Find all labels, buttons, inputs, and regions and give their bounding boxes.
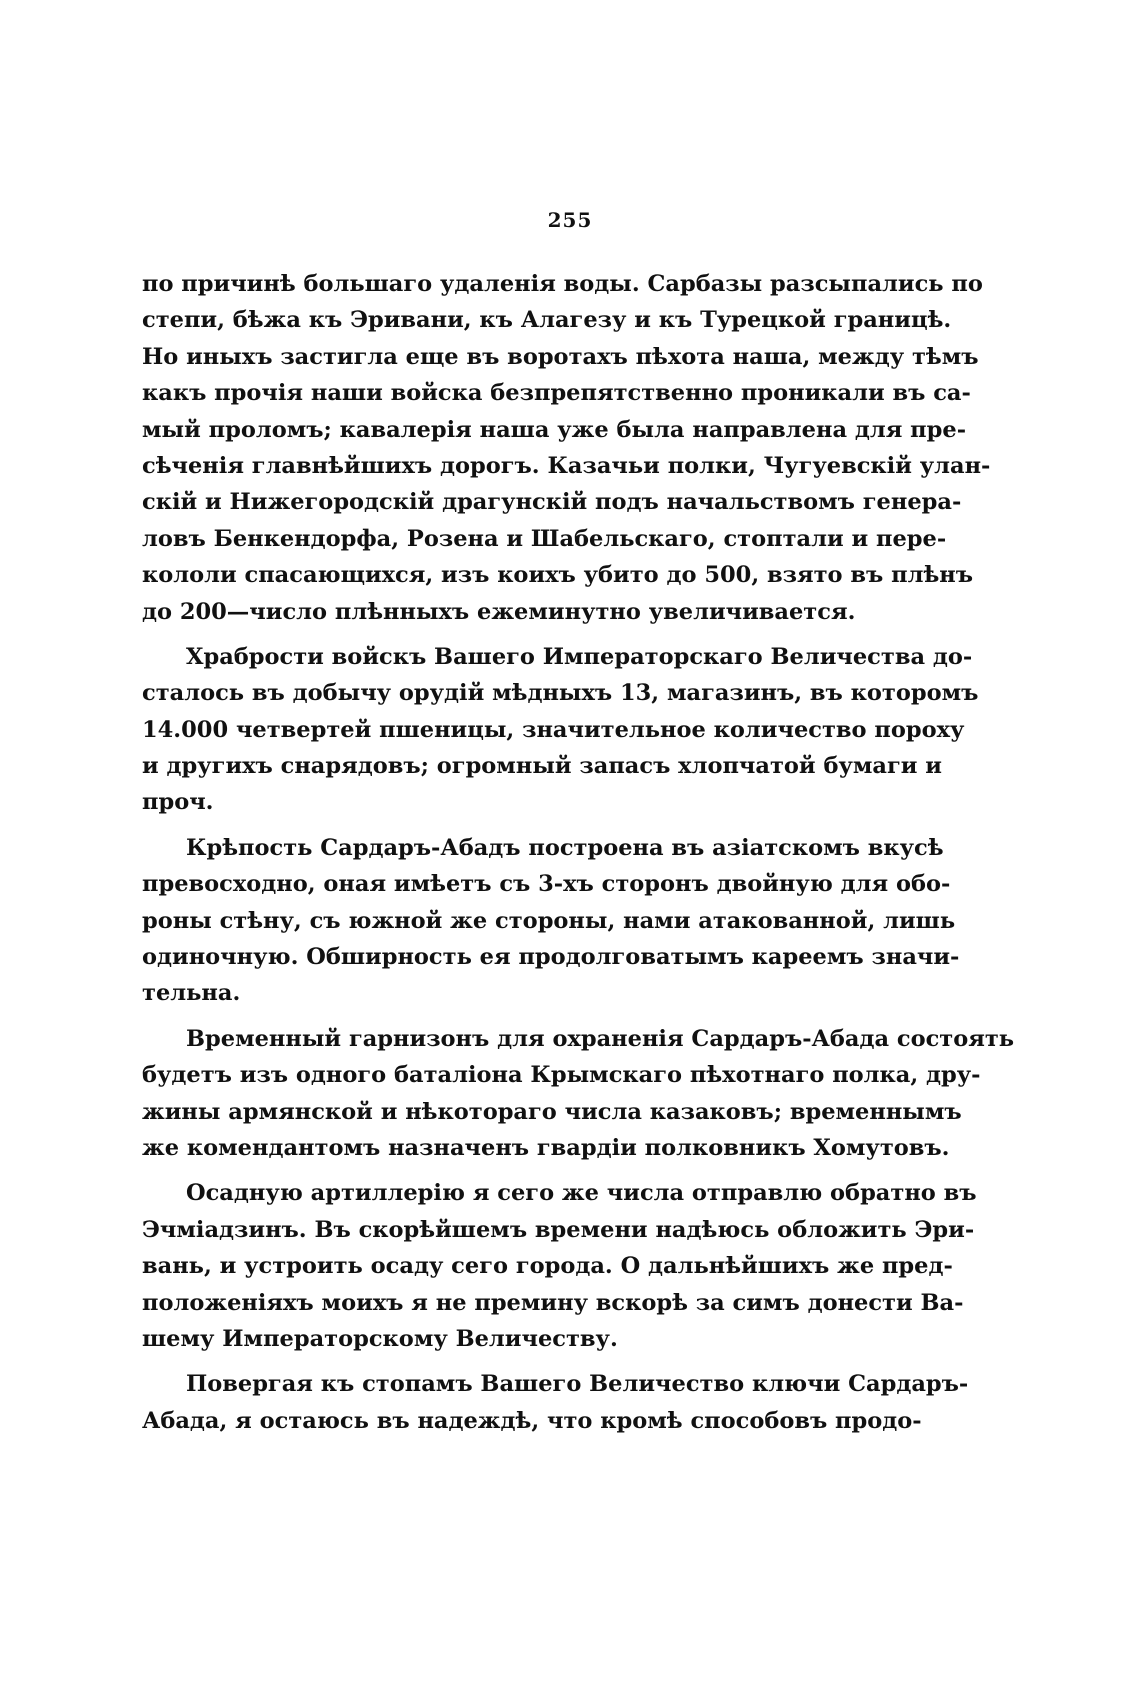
text-line: одиночную. Обширность ея продолговатымъ кареемъ значи-	[142, 944, 960, 971]
paragraph-4	[142, 1021, 1015, 1167]
text-line: Осадную артиллерію я сего же числа отправлю обратно въ	[186, 1180, 977, 1207]
page-number: 255	[547, 208, 593, 232]
text-line: Абада, я остаюсь въ надеждѣ, что кромѣ способовъ продо-	[142, 1407, 922, 1434]
text-line: мый проломъ; кавалерія наша уже была направлена для пре-	[142, 416, 967, 443]
text-line: сталось въ добычу орудій мѣдныхъ 13, магазинъ, въ которомъ	[142, 680, 979, 707]
text-line: 14.000 четвертей пшеницы, значительное количество пороху	[142, 716, 965, 743]
text-line: будетъ изъ одного баталіона Крымскаго пѣхотнаго полка, дру-	[142, 1062, 981, 1089]
text-line: сѣченія главнѣйшихъ дорогъ. Казачьи полки, Чугуевскій улан-	[142, 452, 991, 479]
text-line: Повергая къ стопамъ Вашего Величество ключи Сардаръ-	[186, 1371, 969, 1398]
text-line: Эчміадзинъ. Въ скорѣйшемъ времени надѣюсь обложить Эри-	[142, 1216, 975, 1243]
text-line: проч.	[142, 789, 214, 816]
text-line: же комендантомъ назначенъ гвардіи полковникъ Хомутовъ.	[142, 1134, 950, 1161]
text-line: степи, бѣжа къ Эривани, къ Алагезу и къ Турецкой границѣ.	[142, 307, 952, 334]
text-line: превосходно, оная имѣетъ съ 3-хъ сторонъ двойную для обо-	[142, 871, 951, 898]
text-line: и другихъ снарядовъ; огромный запасъ хлопчатой бумаги и	[142, 753, 942, 780]
text-line: Но иныхъ застигла еще въ воротахъ пѣхота наша, между тѣмъ	[142, 343, 979, 370]
text-line: скій и Нижегородскій драгунскій подъ начальствомъ генера-	[142, 489, 962, 516]
text-line: положеніяхъ моихъ я не премину вскорѣ за симъ донести Ва-	[142, 1289, 964, 1316]
text-line: кололи спасающихся, изъ коихъ убито до 500, взято въ плѣнъ	[142, 562, 973, 589]
text-line: Храбрости войскъ Вашего Императорскаго Величества до-	[186, 643, 973, 670]
text-line: до 200—число плѣнныхъ ежеминутно увеличивается.	[142, 598, 856, 625]
text-line: ловъ Бенкендорфа, Розена и Шабельскаго, стоптали и пере-	[142, 525, 947, 552]
paragraph-2	[142, 639, 979, 821]
paragraph-6	[142, 1366, 969, 1439]
text-line: роны стѣну, съ южной же стороны, нами атакованной, лишь	[142, 907, 956, 934]
paragraph-1	[142, 266, 991, 630]
paragraph-3	[142, 830, 960, 1012]
text-line: жины армянской и нѣкотораго числа казаковъ; временнымъ	[142, 1098, 962, 1125]
text-line: какъ прочія наши войска безпрепятственно проникали въ са-	[142, 380, 971, 407]
text-line: шему Императорскому Величеству.	[142, 1325, 618, 1352]
text-line: тельна.	[142, 980, 241, 1007]
paragraph-5	[142, 1175, 977, 1357]
text-line: Крѣпость Сардаръ-Абадъ построена въ азіатскомъ вкусѣ	[186, 834, 944, 861]
text-line: по причинѣ большаго удаленія воды. Сарбазы разсыпались по	[142, 271, 983, 297]
body-text	[142, 266, 1015, 1448]
text-line: вань, и устроить осаду сего города. О дальнѣйшихъ же пред-	[142, 1253, 953, 1280]
text-line: Временный гарнизонъ для охраненія Сардаръ-Абада состоять	[186, 1025, 1015, 1052]
